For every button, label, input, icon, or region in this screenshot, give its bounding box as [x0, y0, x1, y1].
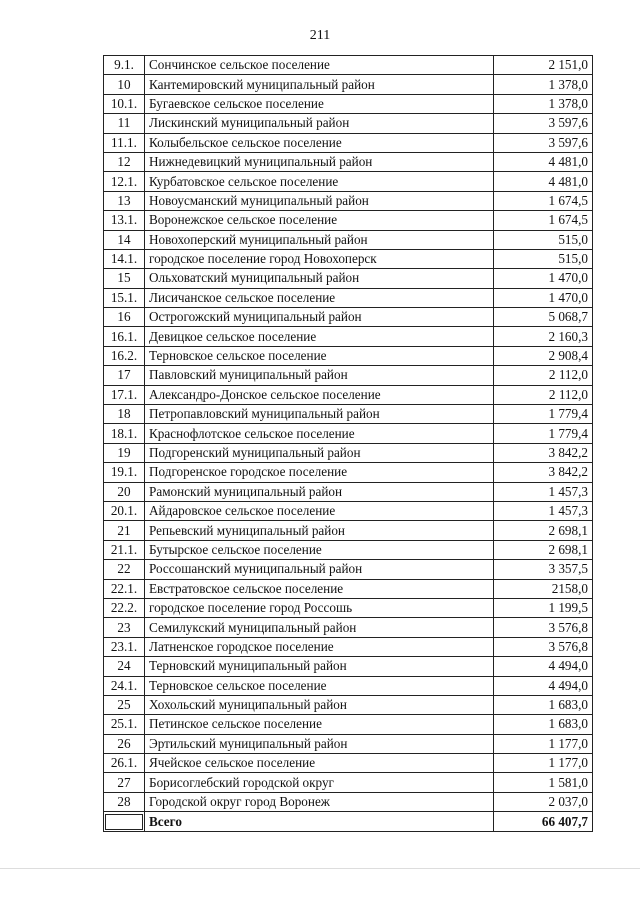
row-value: 3 597,6 — [494, 114, 593, 133]
row-name: Нижнедевицкий муниципальный район — [145, 152, 494, 171]
table-row — [104, 288, 593, 307]
row-number: 18 — [104, 405, 145, 424]
row-number: 23 — [104, 618, 145, 637]
table-row — [104, 657, 593, 676]
row-value: 1 674,5 — [494, 191, 593, 210]
row-value: 2 160,3 — [494, 327, 593, 346]
row-value: 3 842,2 — [494, 463, 593, 482]
row-number: 14 — [104, 230, 145, 249]
row-number: 10.1. — [104, 94, 145, 113]
row-number: 21 — [104, 521, 145, 540]
row-name: Острогожский муниципальный район — [145, 308, 494, 327]
row-value: 3 576,8 — [494, 618, 593, 637]
allocation-table — [103, 55, 593, 832]
row-value: 1 470,0 — [494, 269, 593, 288]
row-name: городское поселение город Россошь — [145, 598, 494, 617]
row-name: Курбатовское сельское поселение — [145, 172, 494, 191]
row-number: 25.1. — [104, 715, 145, 734]
row-name: Новоусманский муниципальный район — [145, 191, 494, 210]
row-number: 20.1. — [104, 501, 145, 520]
table-row — [104, 172, 593, 191]
table-row — [104, 521, 593, 540]
row-value: 515,0 — [494, 230, 593, 249]
row-number: 15.1. — [104, 288, 145, 307]
row-number: 26 — [104, 734, 145, 753]
row-value: 4 481,0 — [494, 152, 593, 171]
empty-box — [105, 814, 143, 830]
row-name: Рамонский муниципальный район — [145, 482, 494, 501]
row-name: Городской округ город Воронеж — [145, 792, 494, 811]
row-number: 12 — [104, 152, 145, 171]
row-number: 15 — [104, 269, 145, 288]
row-number: 11 — [104, 114, 145, 133]
table-row — [104, 308, 593, 327]
row-name: Евстратовское сельское поселение — [145, 579, 494, 598]
table-row — [104, 249, 593, 268]
row-value: 2 112,0 — [494, 385, 593, 404]
row-value: 5 068,7 — [494, 308, 593, 327]
table-row — [104, 579, 593, 598]
row-number: 17 — [104, 366, 145, 385]
row-number: 22 — [104, 560, 145, 579]
row-value: 1 378,0 — [494, 75, 593, 94]
row-number: 22.2. — [104, 598, 145, 617]
row-name: Бутырское сельское поселение — [145, 540, 494, 559]
row-number: 24 — [104, 657, 145, 676]
row-value: 2 698,1 — [494, 521, 593, 540]
row-value: 1 683,0 — [494, 715, 593, 734]
row-name: Подгоренский муниципальный район — [145, 443, 494, 462]
row-number: 26.1. — [104, 754, 145, 773]
table-row — [104, 191, 593, 210]
table-row — [104, 463, 593, 482]
row-number: 13.1. — [104, 211, 145, 230]
row-value: 2 698,1 — [494, 540, 593, 559]
row-name: Колыбельское сельское поселение — [145, 133, 494, 152]
row-number: 16 — [104, 308, 145, 327]
row-number: 24.1. — [104, 676, 145, 695]
row-number: 27 — [104, 773, 145, 792]
table-row — [104, 540, 593, 559]
row-value: 4 494,0 — [494, 657, 593, 676]
table-row — [104, 618, 593, 637]
row-name: Терновский муниципальный район — [145, 657, 494, 676]
row-value: 1 683,0 — [494, 695, 593, 714]
row-name: Лискинский муниципальный район — [145, 114, 494, 133]
row-name: Павловский муниципальный район — [145, 366, 494, 385]
row-name: Бугаевское сельское поселение — [145, 94, 494, 113]
table-row — [104, 133, 593, 152]
row-name: Лисичанское сельское поселение — [145, 288, 494, 307]
table-row — [104, 560, 593, 579]
table-row — [104, 269, 593, 288]
row-number: 17.1. — [104, 385, 145, 404]
row-number: 12.1. — [104, 172, 145, 191]
row-value: 2158,0 — [494, 579, 593, 598]
row-number: 23.1. — [104, 637, 145, 656]
row-number: 21.1. — [104, 540, 145, 559]
row-number: 16.2. — [104, 346, 145, 365]
table-row — [104, 676, 593, 695]
table-row — [104, 94, 593, 113]
table-row — [104, 114, 593, 133]
row-value: 1 779,4 — [494, 405, 593, 424]
row-value: 1 177,0 — [494, 754, 593, 773]
row-number: 18.1. — [104, 424, 145, 443]
row-name: Эртильский муниципальный район — [145, 734, 494, 753]
row-number: 28 — [104, 792, 145, 811]
row-number: 14.1. — [104, 249, 145, 268]
table-row — [104, 385, 593, 404]
table-row — [104, 501, 593, 520]
table-row — [104, 695, 593, 714]
row-name: Сончинское сельское поселение — [145, 56, 494, 75]
row-value: 1 674,5 — [494, 211, 593, 230]
table-row — [104, 715, 593, 734]
row-number: 13 — [104, 191, 145, 210]
row-name: Борисоглебский городской округ — [145, 773, 494, 792]
row-name: Девицкое сельское поселение — [145, 327, 494, 346]
row-value: 2 151,0 — [494, 56, 593, 75]
row-value: 2 908,4 — [494, 346, 593, 365]
row-name: Кантемировский муниципальный район — [145, 75, 494, 94]
row-number: 11.1. — [104, 133, 145, 152]
row-value: 1 457,3 — [494, 501, 593, 520]
table-row — [104, 230, 593, 249]
row-name: Петинское сельское поселение — [145, 715, 494, 734]
row-value: 3 576,8 — [494, 637, 593, 656]
row-name: Репьевский муниципальный район — [145, 521, 494, 540]
row-value: 2 037,0 — [494, 792, 593, 811]
row-name: Воронежское сельское поселение — [145, 211, 494, 230]
row-value: 3 842,2 — [494, 443, 593, 462]
row-name: Ячейское сельское поселение — [145, 754, 494, 773]
table-row — [104, 792, 593, 811]
row-value: 1 581,0 — [494, 773, 593, 792]
table-row — [104, 773, 593, 792]
table-row — [104, 75, 593, 94]
total-row — [104, 812, 593, 832]
row-name: Россошанский муниципальный район — [145, 560, 494, 579]
table-row — [104, 366, 593, 385]
row-number: 9.1. — [104, 56, 145, 75]
row-value: 515,0 — [494, 249, 593, 268]
row-name: Терновское сельское поселение — [145, 346, 494, 365]
row-name: Семилукский муниципальный район — [145, 618, 494, 637]
row-name: Александро-Донское сельское поселение — [145, 385, 494, 404]
row-value: 4 494,0 — [494, 676, 593, 695]
row-value: 1 779,4 — [494, 424, 593, 443]
page-number: 211 — [309, 28, 331, 43]
row-name: Петропавловский муниципальный район — [145, 405, 494, 424]
table-row — [104, 482, 593, 501]
total-number-cell — [104, 812, 145, 832]
row-name: Хохольский муниципальный район — [145, 695, 494, 714]
row-name: Латненское городское поселение — [145, 637, 494, 656]
row-value: 1 470,0 — [494, 288, 593, 307]
table-row — [104, 734, 593, 753]
table-row — [104, 598, 593, 617]
table-row — [104, 56, 593, 75]
table-row — [104, 211, 593, 230]
table-row — [104, 424, 593, 443]
row-number: 10 — [104, 75, 145, 94]
row-name: Краснофлотское сельское поселение — [145, 424, 494, 443]
table-row — [104, 637, 593, 656]
row-name: Терновское сельское поселение — [145, 676, 494, 695]
row-name: городское поселение город Новохоперск — [145, 249, 494, 268]
row-value: 1 177,0 — [494, 734, 593, 753]
row-number: 16.1. — [104, 327, 145, 346]
row-value: 3 357,5 — [494, 560, 593, 579]
row-name: Новохоперский муниципальный район — [145, 230, 494, 249]
row-name: Подгоренское городское поселение — [145, 463, 494, 482]
total-value: 66 407,7 — [494, 812, 593, 832]
row-value: 1 378,0 — [494, 94, 593, 113]
table-row — [104, 754, 593, 773]
scan-artifact-line — [0, 868, 640, 869]
row-value: 1 457,3 — [494, 482, 593, 501]
row-value: 1 199,5 — [494, 598, 593, 617]
table-row — [104, 152, 593, 171]
total-label: Всего — [145, 812, 494, 832]
table-body — [104, 56, 593, 812]
row-number: 19 — [104, 443, 145, 462]
row-value: 3 597,6 — [494, 133, 593, 152]
table-row — [104, 405, 593, 424]
table-row — [104, 443, 593, 462]
row-number: 22.1. — [104, 579, 145, 598]
row-number: 20 — [104, 482, 145, 501]
table-row — [104, 346, 593, 365]
row-value: 4 481,0 — [494, 172, 593, 191]
row-name: Ольховатский муниципальный район — [145, 269, 494, 288]
row-number: 25 — [104, 695, 145, 714]
row-number: 19.1. — [104, 463, 145, 482]
row-value: 2 112,0 — [494, 366, 593, 385]
row-name: Айдаровское сельское поселение — [145, 501, 494, 520]
table-row — [104, 327, 593, 346]
